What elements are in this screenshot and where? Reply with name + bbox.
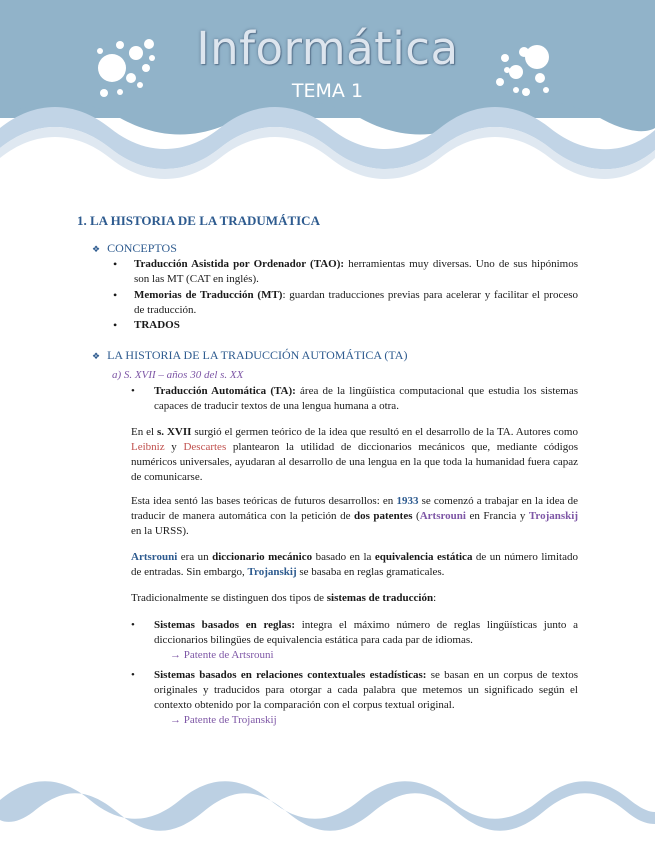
patent-note: → Patente de Trojanskij <box>170 714 277 726</box>
paragraph: En el s. XVII surgió el germen teórico de la idea que resultó en el desarrollo de la TA. Autores como Leibniz y Descartes plantearon la utilidad de diccionarios mecánicos que, mediante códigos numéricos universales, ayudaran al desarrollo de una lengua en la que toda la humanidad fuera capaz de comunicarse. <box>131 426 579 483</box>
four-diamond-icon: ❖ <box>92 351 101 361</box>
paragraph: Artsrouni era un diccionario mecánico basado en la equivalencia estática de un número limitado de entradas. Sin embargo, Trojanskij se basaba en reglas gramaticales. <box>131 551 578 578</box>
disc-bullet-icon: • <box>113 257 118 271</box>
page-header <box>0 0 655 190</box>
patent-note: → Patente de Artsrouni <box>170 649 274 661</box>
subsection-period: a) S. XVII – años 30 del s. XX <box>112 369 244 381</box>
page-title: Informática <box>196 22 459 75</box>
author-leibniz: Leibniz <box>131 441 165 453</box>
paragraph: Esta idea sentó las bases teóricas de futuros desarrollos: en 1933 se comenzó a trabajar en la idea de traducir de manera automática con la petición de dos patentes (Artsrouni en Francia y Trojanskij en la URSS). <box>131 495 578 537</box>
page-footer-wave <box>0 760 655 848</box>
footer-wave-decoration <box>0 760 655 848</box>
subsection-heading-historia: ❖ LA HISTORIA DE LA TRADUCCIÓN AUTOMÁTICA (TA) <box>92 348 408 362</box>
disc-bullet-icon: • <box>113 318 118 332</box>
disc-bullet-icon: • <box>131 619 135 631</box>
author-descartes: Descartes <box>183 441 227 453</box>
subsection-heading-conceptos: ❖ CONCEPTOS <box>92 241 177 255</box>
four-diamond-icon: ❖ <box>92 244 101 254</box>
section-heading: 1. LA HISTORIA DE LA TRADUMÁTICA <box>77 213 320 228</box>
disc-bullet-icon: • <box>131 385 135 397</box>
disc-bullet-icon: • <box>113 288 118 302</box>
disc-bullet-icon: • <box>131 669 135 681</box>
page-subtitle: TEMA 1 <box>291 80 364 102</box>
paragraph: Tradicionalmente se distinguen dos tipos de sistemas de traducción: <box>131 592 437 604</box>
